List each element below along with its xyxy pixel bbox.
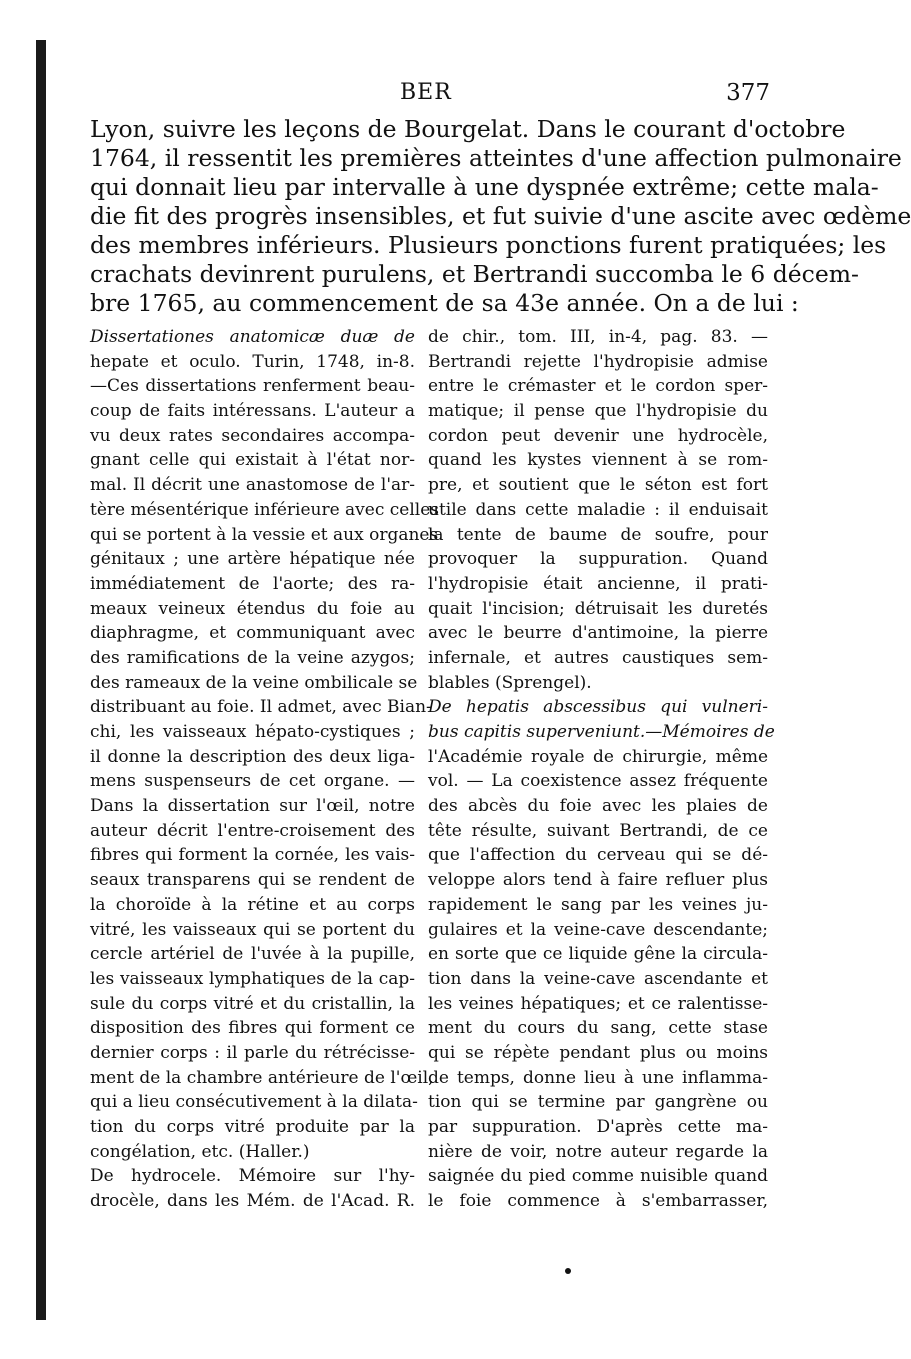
right-line: nière de voir, notre auteur regarde la [428, 1141, 768, 1162]
right-line: matique; il pense que l'hydropisie du [428, 401, 768, 422]
right-line: provoquer la suppuration. Quand [428, 549, 768, 570]
right-line: utile dans cette maladie : il enduisait [428, 499, 768, 520]
intro-line: 1764, il ressentit les premières atteintes d'une affection pulmonaire [90, 144, 902, 172]
left-line: cercle artériel de l'uvée à la pupille, [90, 944, 415, 965]
right-line: blables (Sprengel). [428, 672, 592, 693]
left-line: —Ces dissertations renferment beau- [90, 376, 415, 397]
binding-edge [36, 40, 46, 1320]
left-line: immédiatement de l'aorte; des ra- [90, 573, 415, 594]
left-line: des rameaux de la veine ombilicale se [90, 672, 418, 693]
right-line: infernale, et autres caustiques sem- [428, 647, 768, 668]
right-line: le foie commence à s'embarrasser, [428, 1191, 768, 1212]
right-line: l'hydropisie était ancienne, il prati- [428, 573, 768, 594]
intro-line: Lyon, suivre les leçons de Bourgelat. Dans le courant d'octobre [90, 115, 846, 143]
left-line: qui se portent à la vessie et aux organes [90, 524, 439, 545]
left-line: génitaux ; une artère hépatique née [90, 549, 415, 570]
left-line: il donne la description des deux liga- [90, 746, 415, 767]
left-line: auteur décrit l'entre-croisement des [90, 820, 415, 841]
right-line: par suppuration. D'après cette ma- [428, 1117, 768, 1137]
right-line: pre, et soutient que le séton est fort [428, 475, 768, 496]
left-line: tère mésentérique inférieure avec celles [90, 499, 440, 520]
right-line: tête résulte, suivant Bertrandi, de ce [428, 820, 768, 841]
page-number: 377 [726, 80, 770, 106]
left-line: meaux veineux étendus du foie au [90, 598, 415, 619]
intro-line: bre 1765, au commencement de sa 43e année. On a de lui : [90, 289, 799, 317]
left-line: ment de la chambre antérieure de l'œil, [90, 1067, 434, 1088]
left-column [90, 325, 440, 1214]
left-line: la choroïde à la rétine et au corps [90, 894, 415, 915]
left-line: De hydrocele. Mémoire sur l'hy- [90, 1166, 415, 1187]
left-line: des ramifications de la veine azygos; [90, 647, 415, 668]
left-line: dernier corps : il parle du rétrécisse- [90, 1042, 415, 1063]
right-line: ment du cours du sang, cette stase [428, 1018, 768, 1039]
left-line: mens suspenseurs de cet organe. — [90, 771, 415, 792]
right-line: quait l'incision; détruisait les duretés [428, 598, 768, 619]
right-line: veloppe alors tend à faire refluer plus [428, 870, 768, 891]
right-line: en sorte que ce liquide gêne la circula- [428, 944, 768, 965]
intro-line: crachats devinrent purulens, et Bertrandi succomba le 6 décem- [90, 260, 859, 288]
left-line: distribuant au foie. Il admet, avec Bian- [90, 697, 432, 718]
right-line: des abcès du foie avec les plaies de [428, 796, 768, 817]
left-line: coup de faits intéressans. L'auteur a [90, 401, 415, 422]
right-line: rapidement le sang par les veines ju- [428, 894, 768, 915]
right-line: quand les kystes viennent à se rom- [428, 450, 768, 471]
left-line: sule du corps vitré et du cristallin, la [90, 993, 415, 1014]
right-column [428, 325, 775, 1214]
left-line: gnant celle qui existait à l'état nor- [90, 450, 415, 471]
left-line: chi, les vaisseaux hépato-cystiques ; [90, 722, 415, 742]
left-line: drocèle, dans les Mém. de l'Acad. R. [90, 1191, 415, 1212]
left-line: vitré, les vaisseaux qui se portent du [90, 919, 415, 940]
right-line: de chir., tom. III, in-4, pag. 83. — [428, 327, 768, 347]
right-line: avec le beurre d'antimoine, la pierre [428, 623, 768, 644]
left-line: tion du corps vitré produite par la [90, 1117, 415, 1137]
intro-line: des membres inférieurs. Plusieurs ponctions furent pratiquées; les [90, 231, 887, 259]
right-line: Bertrandi rejette l'hydropisie admise [428, 351, 768, 372]
right-line: tion dans la veine-cave ascendante et [428, 968, 768, 989]
right-line: saignée du pied comme nuisible quand [428, 1166, 768, 1187]
right-line: vol. — La coexistence assez fréquente [428, 771, 768, 792]
intro-paragraph [90, 115, 911, 318]
right-line: les veines hépatiques; et ce ralentisse- [428, 993, 768, 1014]
ink-speck [565, 1268, 571, 1274]
left-line: congélation, etc. (Haller.) [90, 1141, 310, 1162]
left-line: Dissertationes anatomicæ duæ de [90, 327, 415, 347]
left-line: seaux transparens qui se rendent de [90, 870, 415, 891]
right-line: De hepatis abscessibus qui vulneri- [428, 697, 768, 718]
right-line: cordon peut devenir une hydrocèle, [428, 425, 768, 446]
right-line: entre le crémaster et le cordon sper- [428, 376, 768, 397]
right-line: qui se répète pendant plus ou moins [428, 1042, 768, 1063]
left-line: vu deux rates secondaires accompa- [90, 425, 415, 446]
right-line: que l'affection du cerveau qui se dé- [428, 845, 768, 866]
intro-line: qui donnait lieu par intervalle à une dyspnée extrême; cette mala- [90, 173, 879, 201]
left-line: Dans la dissertation sur l'œil, notre [90, 796, 415, 817]
right-line: tion qui se termine par gangrène ou [428, 1092, 768, 1113]
running-head: BER [400, 80, 452, 105]
left-line: les vaisseaux lymphatiques de la cap- [90, 968, 415, 989]
left-line: disposition des fibres qui forment ce [90, 1018, 415, 1039]
left-line: fibres qui forment la cornée, les vais- [90, 845, 415, 866]
right-line: bus capitis superveniunt.—Mémoires de [428, 722, 775, 742]
right-line: de temps, donne lieu à une inflamma- [428, 1067, 768, 1088]
left-line: mal. Il décrit une anastomose de l'ar- [90, 475, 415, 496]
left-line: diaphragme, et communiquant avec [90, 623, 415, 644]
right-line: l'Académie royale de chirurgie, même [428, 746, 768, 767]
left-line: qui a lieu consécutivement à la dilata- [90, 1092, 418, 1113]
left-line: hepate et oculo. Turin, 1748, in-8. [90, 351, 415, 372]
right-line: la tente de baume de soufre, pour [428, 524, 768, 545]
right-line: gulaires et la veine-cave descendante; [428, 919, 768, 940]
intro-line: die fit des progrès insensibles, et fut suivie d'une ascite avec œdème [90, 202, 911, 230]
page-header [90, 80, 770, 120]
